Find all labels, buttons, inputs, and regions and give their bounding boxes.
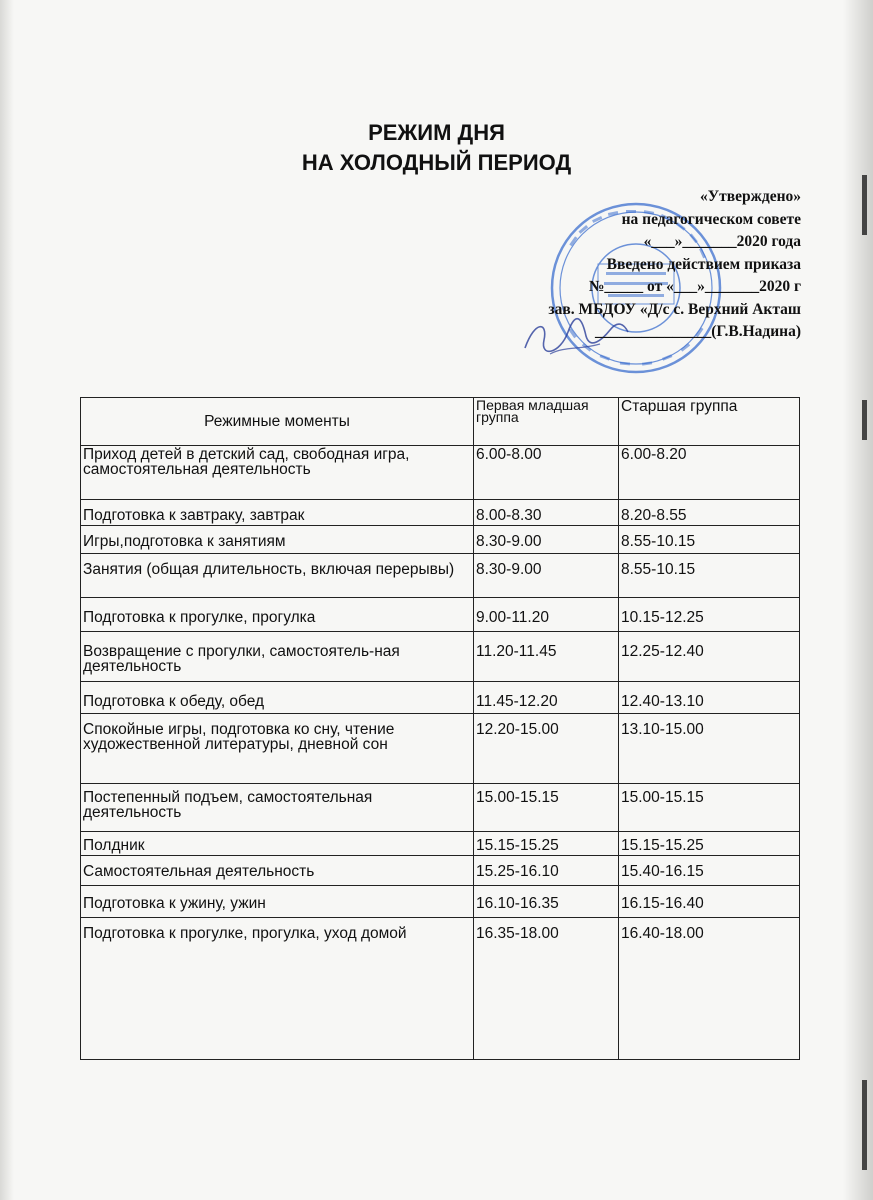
cell-moment: Подготовка к прогулке, прогулка: [81, 598, 474, 632]
cell-first: 11.45-12.20: [474, 682, 619, 714]
cell-moment: Занятия (общая длительность, включая перерывы): [81, 554, 474, 598]
cell-first: 11.20-11.45: [474, 632, 619, 682]
cell-first: 9.00-11.20: [474, 598, 619, 632]
table-row: [81, 784, 800, 832]
cell-moment: Постепенный подъем, самостоятельная деятельность: [81, 784, 474, 832]
cell-moment: Приход детей в детский сад, свободная игра, самостоятельная деятельность: [81, 446, 474, 500]
cell-first: 15.00-15.15: [474, 784, 619, 832]
cell-moment: Самостоятельная деятельность: [81, 856, 474, 886]
table-row: [81, 446, 800, 500]
cell-senior: 12.25-12.40: [619, 632, 800, 682]
cell-moment: Подготовка к обеду, обед: [81, 682, 474, 714]
table-row: [81, 714, 800, 784]
cell-senior: 6.00-8.20: [619, 446, 800, 500]
approval-approved: «Утверждено»: [700, 188, 801, 205]
cell-senior: 13.10-15.00: [619, 714, 800, 784]
header-first-group: Первая младшая группа: [474, 398, 619, 446]
scan-edge-right: [843, 0, 873, 1200]
cell-moment: Возвращение с прогулки, самостоятель-ная деятельность: [81, 632, 474, 682]
cell-moment: Подготовка к ужину, ужин: [81, 886, 474, 918]
cell-moment: Подготовка к прогулке, прогулка, уход домой: [81, 918, 474, 1060]
table-row: [81, 598, 800, 632]
cell-first: 12.20-15.00: [474, 714, 619, 784]
cell-senior: 8.55-10.15: [619, 526, 800, 554]
title-line-2: НА ХОЛОДНЫЙ ПЕРИОД: [301, 150, 572, 175]
approval-council: на педагогическом совете: [621, 210, 801, 228]
table-row: [81, 682, 800, 714]
approval-date: «___»_______2020 года: [643, 233, 801, 250]
table-row: [81, 632, 800, 682]
page-title: [0, 118, 873, 178]
cell-senior: 15.15-15.25: [619, 832, 800, 856]
scan-mark: [862, 1080, 867, 1170]
cell-senior: 8.20-8.55: [619, 500, 800, 526]
daily-schedule-table: [80, 397, 800, 1060]
cell-first: 15.15-15.25: [474, 832, 619, 856]
cell-first: 15.25-16.10: [474, 856, 619, 886]
scan-mark: [862, 175, 867, 235]
cell-first: 16.35-18.00: [474, 918, 619, 1060]
table-row: [81, 526, 800, 554]
cell-senior: 10.15-12.25: [619, 598, 800, 632]
cell-moment: Полдник: [81, 832, 474, 856]
cell-first: 16.10-16.35: [474, 886, 619, 918]
cell-first: 8.30-9.00: [474, 554, 619, 598]
approval-block: [381, 186, 801, 344]
table-row: [81, 500, 800, 526]
cell-first: 8.00-8.30: [474, 500, 619, 526]
table-row: [81, 886, 800, 918]
cell-senior: 16.40-18.00: [619, 918, 800, 1060]
approval-order: Введено действием приказа: [606, 255, 801, 273]
cell-moment: Спокойные игры, подготовка ко сну, чтение художественной литературы, дневной сон: [81, 714, 474, 784]
header-senior-group: Старшая группа: [619, 398, 800, 446]
cell-senior: 16.15-16.40: [619, 886, 800, 918]
approval-head: зав. МБДОУ «Д/с с. Верхний Акташ: [548, 300, 801, 318]
scan-edge-left: [0, 0, 14, 1200]
table-row: [81, 856, 800, 886]
cell-senior: 8.55-10.15: [619, 554, 800, 598]
approval-order-number: №_____ от «___»_______2020 г: [588, 278, 801, 295]
header-moments: Режимные моменты: [81, 398, 474, 446]
table-row: [81, 918, 800, 1060]
cell-senior: 12.40-13.10: [619, 682, 800, 714]
title-line-1: РЕЖИМ ДНЯ: [368, 120, 505, 145]
cell-first: 8.30-9.00: [474, 526, 619, 554]
table-row: [81, 832, 800, 856]
table-row: [81, 554, 800, 598]
cell-senior: 15.40-16.15: [619, 856, 800, 886]
cell-moment: Подготовка к завтраку, завтрак: [81, 500, 474, 526]
approval-signature-line: _______________(Г.В.Надина): [594, 323, 801, 340]
cell-moment: Игры,подготовка к занятиям: [81, 526, 474, 554]
cell-senior: 15.00-15.15: [619, 784, 800, 832]
table-header-row: [81, 398, 800, 446]
cell-first: 6.00-8.00: [474, 446, 619, 500]
scan-mark: [862, 400, 867, 440]
